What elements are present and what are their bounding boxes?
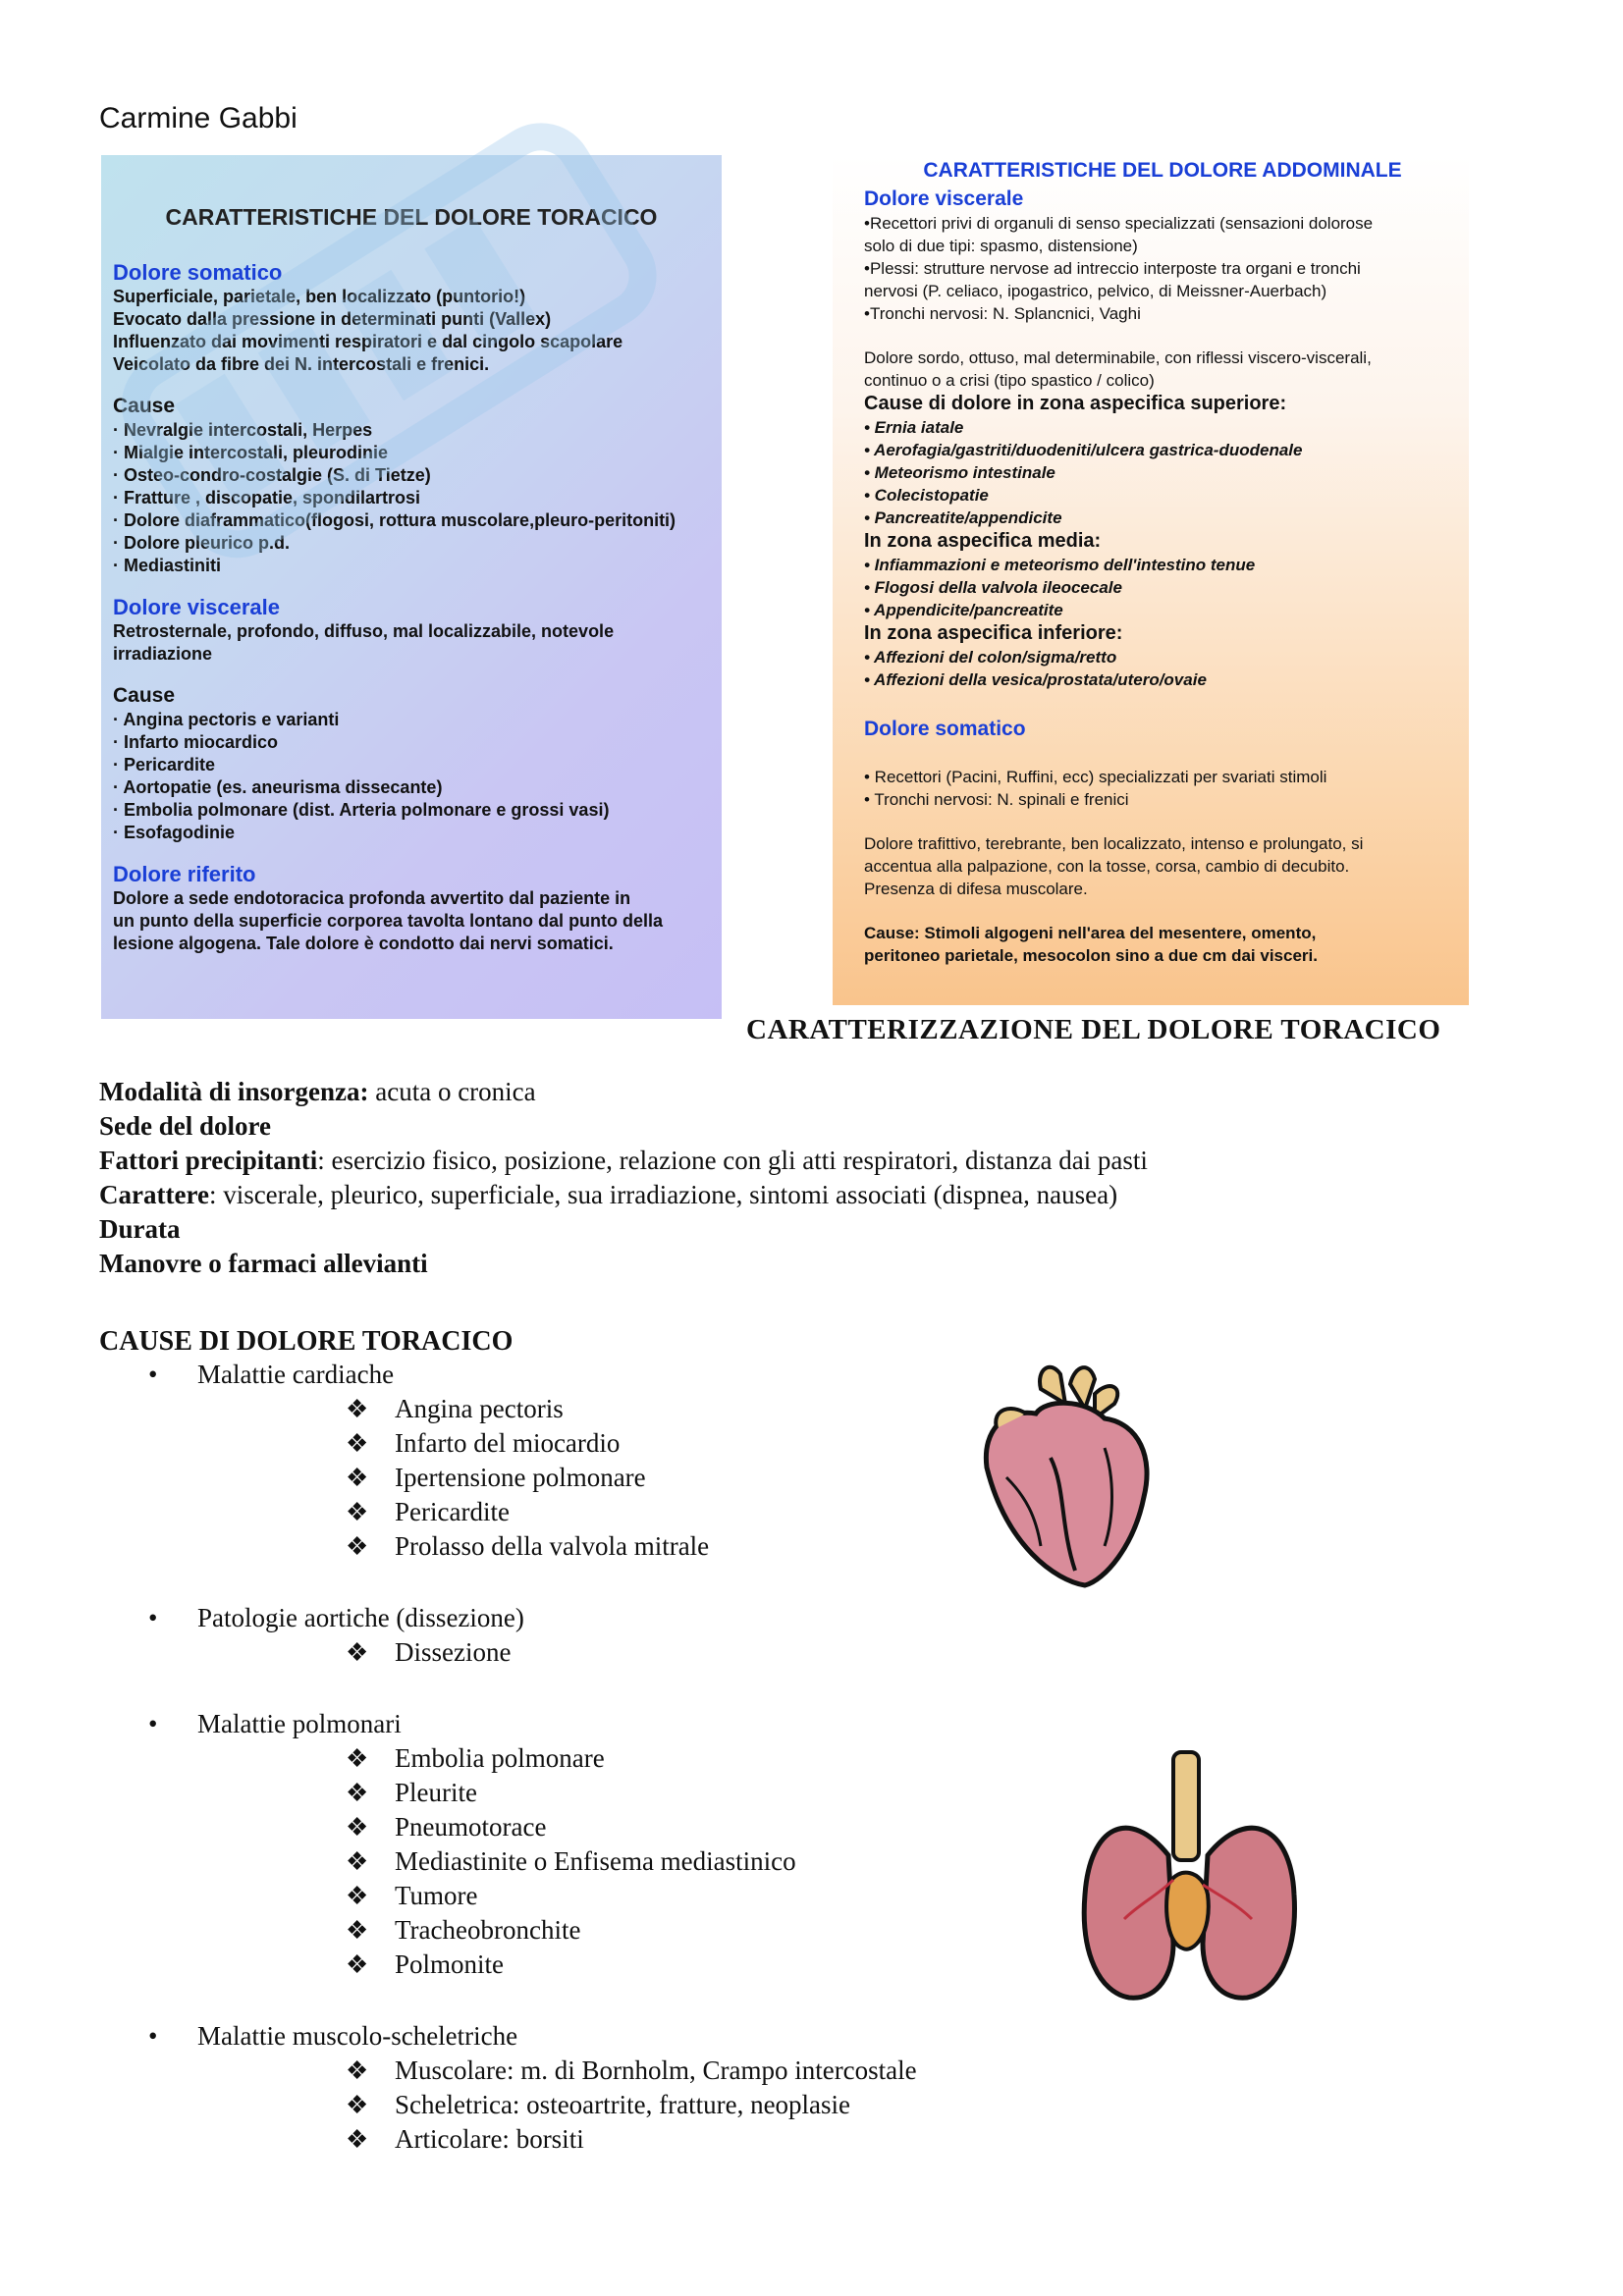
somatic-line: Influenzato dai movimenti respiratori e dal cingolo scapolare	[113, 332, 623, 351]
visceral-line: irradiazione	[113, 644, 213, 664]
bullet-icon: •	[148, 1360, 158, 1389]
group-title: Malattie polmonari	[197, 1709, 402, 1738]
zone-cause: • Appendicite/pancreatite	[864, 601, 1063, 619]
abdominal-pain-panel	[833, 155, 1469, 1005]
author-name: Carmine Gabbi	[99, 102, 298, 134]
zone-cause: • Pancreatite/appendicite	[864, 508, 1062, 527]
list-item: ❖ Mediastinite o Enfisema mediastinico	[346, 1844, 796, 1879]
lungs-illustration	[1070, 1747, 1306, 2012]
group-title: Malattie muscolo-scheletriche	[197, 2021, 518, 2051]
diamond-bullet-icon: ❖	[346, 1779, 369, 1807]
cause-group	[99, 1707, 688, 1741]
cause-group	[99, 2019, 688, 2054]
referred-line: Dolore a sede endotoracica profonda avvertito dal paziente in	[113, 888, 631, 908]
diamond-bullet-icon: ❖	[346, 1813, 369, 1842]
cause-line: · Mediastiniti	[113, 556, 222, 575]
group-title: Patologie aortiche (dissezione)	[197, 1603, 524, 1632]
thoracic-panel-title: CARATTERISTICHE DEL DOLORE TORACICO	[165, 204, 658, 230]
somatic-desc: accentua alla palpazione, con la tosse, corsa, cambio di decubito.	[864, 857, 1350, 876]
zone-cause: • Ernia iatale	[864, 418, 964, 437]
upper-zone-heading: Cause di dolore in zona aspecifica superiore:	[864, 393, 1287, 414]
fact-line: Manovre o farmaci allevianti	[99, 1249, 428, 1278]
diamond-bullet-icon: ❖	[346, 2125, 369, 2154]
list-item: ❖ Pneumotorace	[346, 1810, 546, 1844]
diamond-bullet-icon: ❖	[346, 1532, 369, 1561]
list-item: ❖ Angina pectoris	[346, 1392, 564, 1426]
diamond-bullet-icon: ❖	[346, 1847, 369, 1876]
list-item: ❖ Infarto del miocardio	[346, 1426, 620, 1461]
visceral-line: nervosi (P. celiaco, ipogastrico, pelvico, di Meissner-Auerbach)	[864, 282, 1327, 300]
thoracic-pain-panel	[101, 155, 722, 1019]
group-title: Malattie cardiache	[197, 1360, 395, 1389]
visceral-pain-heading: Dolore viscerale	[113, 595, 280, 619]
zone-cause: • Flogosi della valvola ileocecale	[864, 578, 1122, 597]
diamond-bullet-icon: ❖	[346, 1950, 369, 1979]
cause-line: · Pericardite	[113, 755, 216, 774]
abdominal-panel-title: CARATTERISTICHE DEL DOLORE ADDOMINALE	[923, 159, 1402, 182]
fact-line: Modalità di insorgenza: acuta o cronica	[99, 1077, 536, 1106]
list-item: ❖ Scheletrica: osteoartrite, fratture, neoplasie	[346, 2088, 850, 2122]
somatic-line: Evocato dalla pressione in determinati punti (Vallex)	[113, 309, 552, 329]
cause-line: · Fratture , discopatie, spondilartrosi	[113, 488, 421, 507]
cause-line: · Aortopatie (es. aneurisma dissecante)	[113, 777, 443, 797]
visceral-pain-heading: Dolore viscerale	[864, 187, 1024, 210]
diamond-bullet-icon: ❖	[346, 1395, 369, 1423]
visceral-line: solo di due tipi: spasmo, distensione)	[864, 237, 1138, 255]
cause-line: · Dolore pleurico p.d.	[113, 533, 291, 553]
cause-line: · Nevralgie intercostali, Herpes	[113, 420, 373, 440]
visceral-line: Retrosternale, profondo, diffuso, mal localizzabile, notevole	[113, 621, 615, 641]
list-item: ❖ Tumore	[346, 1879, 478, 1913]
zone-cause: • Colecistopatie	[864, 486, 989, 505]
list-item: ❖ Prolasso della valvola mitrale	[346, 1529, 709, 1564]
list-item: ❖ Ipertensione polmonare	[346, 1461, 646, 1495]
diamond-bullet-icon: ❖	[346, 1744, 369, 1773]
referred-pain-heading: Dolore riferito	[113, 862, 256, 886]
referred-line: lesione algogena. Tale dolore è condotto dai nervi somatici.	[113, 934, 614, 953]
cause-line: · Esofagodinie	[113, 823, 236, 842]
visceral-line: •Plessi: strutture nervose ad intreccio interposte tra organi e tronchi	[864, 259, 1361, 278]
visceral-desc: continuo o a crisi (tipo spastico / colico)	[864, 371, 1155, 390]
cause-line: · Dolore diaframmatico(flogosi, rottura muscolare,pleuro-peritoniti)	[113, 510, 676, 530]
referred-line: un punto della superficie corporea tavolta lontano dal punto della	[113, 911, 664, 931]
somatic-pain-heading: Dolore somatico	[113, 260, 283, 285]
somatic-pain-heading: Dolore somatico	[864, 718, 1026, 740]
diamond-bullet-icon: ❖	[346, 1638, 369, 1667]
diamond-bullet-icon: ❖	[346, 1429, 369, 1458]
zone-cause: • Affezioni del colon/sigma/retto	[864, 648, 1117, 667]
causes-heading: Cause	[113, 684, 176, 707]
fact-line: Sede del dolore	[99, 1111, 271, 1141]
cause-group	[99, 1601, 688, 1635]
list-item: ❖ Articolare: borsiti	[346, 2122, 584, 2157]
list-item: ❖ Pericardite	[346, 1495, 510, 1529]
diamond-bullet-icon: ❖	[346, 2091, 369, 2119]
bullet-icon: •	[148, 1603, 158, 1632]
cause-line: · Infarto miocardico	[113, 732, 279, 752]
cause-line: · Embolia polmonare (dist. Arteria polmonare e grossi vasi)	[113, 800, 610, 820]
zone-cause: • Infiammazioni e meteorismo dell'intestino tenue	[864, 556, 1256, 574]
zone-cause: • Aerofagia/gastriti/duodeniti/ulcera gastrica-duodenale	[864, 441, 1303, 459]
somatic-line: • Recettori (Pacini, Ruffini, ecc) specializzati per svariati stimoli	[864, 768, 1327, 786]
bullet-icon: •	[148, 1709, 158, 1738]
visceral-line: •Tronchi nervosi: N. Splancnici, Vaghi	[864, 304, 1141, 323]
fact-line: Fattori precipitanti: esercizio fisico, posizione, relazione con gli atti respiratori, distanza dai pasti	[99, 1146, 1148, 1175]
diamond-bullet-icon: ❖	[346, 1882, 369, 1910]
visceral-desc: Dolore sordo, ottuso, mal determinabile, con riflessi viscero-viscerali,	[864, 348, 1372, 367]
fact-line: Durata	[99, 1214, 181, 1244]
fact-line: Carattere: viscerale, pleurico, superficiale, sua irradiazione, sintomi associati (dispnea, nausea)	[99, 1180, 1118, 1209]
middle-zone-heading: In zona aspecifica media:	[864, 530, 1102, 552]
list-item: ❖ Dissezione	[346, 1635, 511, 1670]
abdominal-causes: Cause: Stimoli algogeni nell'area del mesentere, omento,	[864, 924, 1317, 942]
somatic-line: Superficiale, parietale, ben localizzato (puntorio!)	[113, 287, 526, 306]
zone-cause: • Affezioni della vesica/prostata/utero/ovaie	[864, 670, 1207, 689]
heart-illustration	[967, 1350, 1163, 1590]
list-item: ❖ Embolia polmonare	[346, 1741, 605, 1776]
abdominal-causes: peritoneo parietale, mesocolon sino a due cm dai visceri.	[864, 946, 1318, 965]
list-item: ❖ Tracheobronchite	[346, 1913, 580, 1948]
list-item: ❖ Pleurite	[346, 1776, 477, 1810]
visceral-line: •Recettori privi di organuli di senso specializzati (sensazioni dolorose	[864, 214, 1374, 233]
somatic-desc: Dolore trafittivo, terebrante, ben localizzato, intenso e prolungato, si	[864, 834, 1364, 853]
lower-zone-heading: In zona aspecifica inferiore:	[864, 622, 1123, 644]
bullet-icon: •	[148, 2021, 158, 2051]
causes-section-title: CAUSE DI DOLORE TORACICO	[99, 1326, 514, 1357]
somatic-desc: Presenza di difesa muscolare.	[864, 880, 1088, 898]
diamond-bullet-icon: ❖	[346, 1498, 369, 1526]
cause-line: · Mialgie intercostali, pleurodinie	[113, 443, 389, 462]
characterization-title: CARATTERIZZAZIONE DEL DOLORE TORACICO	[746, 1014, 1441, 1045]
list-item: ❖ Polmonite	[346, 1948, 504, 1982]
zone-cause: • Meteorismo intestinale	[864, 463, 1055, 482]
diamond-bullet-icon: ❖	[346, 1916, 369, 1945]
causes-heading: Cause	[113, 395, 176, 417]
somatic-line: • Tronchi nervosi: N. spinali e frenici	[864, 790, 1129, 809]
list-item: ❖ Muscolare: m. di Bornholm, Crampo intercostale	[346, 2054, 917, 2088]
diamond-bullet-icon: ❖	[346, 1464, 369, 1492]
somatic-line: Veicolato da fibre dei N. intercostali e frenici.	[113, 354, 490, 374]
cause-line: · Osteo-condro-costalgie (S. di Tietze)	[113, 465, 431, 485]
cause-line: · Angina pectoris e varianti	[113, 710, 340, 729]
diamond-bullet-icon: ❖	[346, 2056, 369, 2085]
cause-group	[99, 1358, 688, 1392]
